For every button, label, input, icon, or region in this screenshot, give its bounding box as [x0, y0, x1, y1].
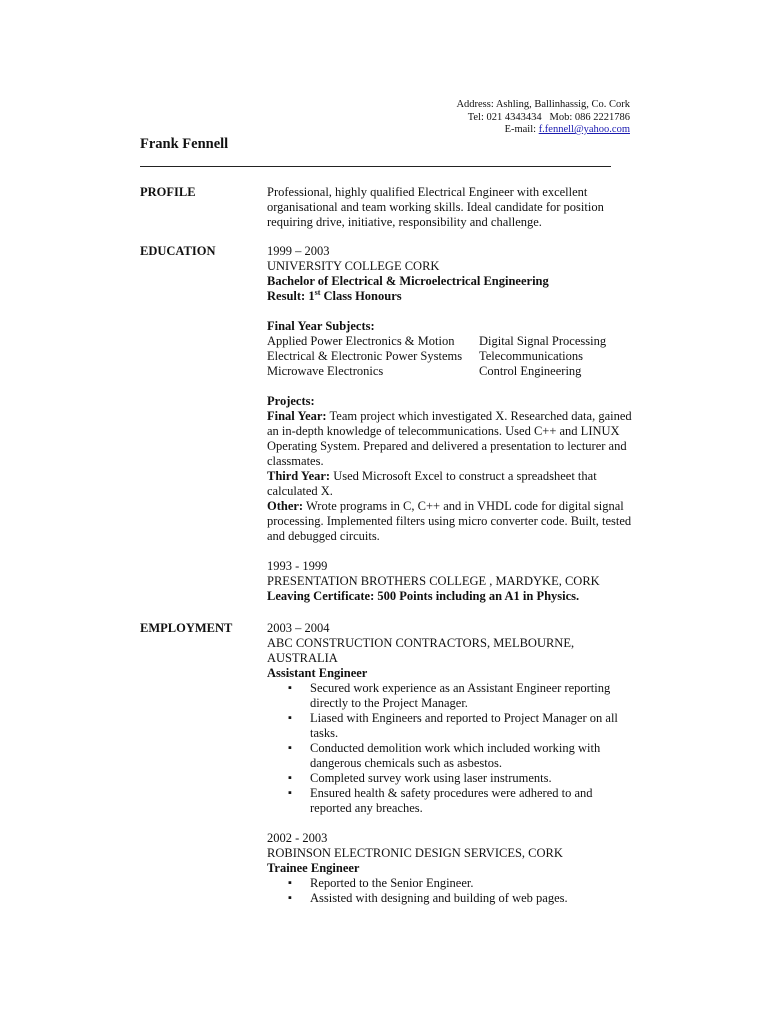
- subject-item: Telecommunications: [479, 349, 583, 363]
- education-heading: EDUCATION: [140, 244, 216, 258]
- duty-item: ▪ Secured work experience as an Assistant Engineer reporting directly to the Project Manager.: [310, 681, 637, 711]
- project-text: Used Microsoft Excel to construct a spreadsheet that calculated X.: [267, 469, 597, 498]
- school-cert: Leaving Certificate: 500 Points including an A1 in Physics.: [267, 589, 580, 603]
- project-label: Final Year:: [267, 409, 327, 423]
- job-duties-list: [267, 681, 637, 816]
- phone-line: Tel: 021 4343434 Mob: 086 2221786: [467, 111, 630, 123]
- header-divider: [140, 166, 611, 167]
- profile-text: Professional, highly qualified Electrical Engineer with excellent organisational and team working skills. Ideal candidate for position requiring drive, initiative, responsibility and challenge.: [267, 185, 604, 229]
- duty-item: ▪ Assisted with designing and building of web pages.: [310, 891, 637, 906]
- job-title: Trainee Engineer: [267, 861, 360, 875]
- uni-years: 1999 – 2003: [267, 244, 330, 258]
- job-years: 2003 – 2004: [267, 621, 330, 635]
- candidate-name: Frank Fennell: [140, 136, 229, 152]
- job-duties-list: [267, 876, 637, 906]
- employment-heading: EMPLOYMENT: [140, 621, 233, 635]
- subject-item: Digital Signal Processing: [479, 334, 607, 348]
- duty-item: ▪ Ensured health & safety procedures were adhered to and reported any breaches.: [310, 786, 637, 816]
- result-suffix: Class Honours: [320, 289, 402, 303]
- project-text: Wrote programs in C, C++ and in VHDL code for digital signal processing. Implemented filters using micro converter code. Built, tested and debugged circuits.: [267, 499, 632, 543]
- email-label: E-mail:: [504, 124, 539, 135]
- profile-heading: PROFILE: [140, 185, 196, 199]
- project-label: Third Year:: [267, 469, 331, 483]
- job-company: ROBINSON ELECTRONIC DESIGN SERVICES, CORK: [267, 846, 563, 860]
- subject-item: Applied Power Electronics & Motion: [267, 334, 455, 348]
- profile-section: [267, 185, 637, 230]
- projects-heading: Projects:: [267, 394, 315, 408]
- address-line: Address: Ashling, Ballinhassig, Co. Cork: [456, 99, 630, 110]
- job-years: 2002 - 2003: [267, 831, 328, 845]
- project-text: Team project which investigated X. Researched data, gained an in-depth knowledge of telecommunications. Used C++ and LINUX Operating System. Prepared and delivered a presentation to lecturer and classmates.: [267, 409, 632, 468]
- school-years: 1993 - 1999: [267, 559, 328, 573]
- duty-item: ▪ Completed survey work using laser instruments.: [310, 771, 637, 786]
- email-link[interactable]: f.fennell@yahoo.com: [538, 124, 630, 135]
- project-label: Other:: [267, 499, 304, 513]
- uni-name: UNIVERSITY COLLEGE CORK: [267, 259, 440, 273]
- duty-item: ▪ Liased with Engineers and reported to Project Manager on all tasks.: [310, 711, 637, 741]
- job-company: ABC CONSTRUCTION CONTRACTORS, MELBOURNE, AUSTRALIA: [267, 636, 575, 665]
- job-title: Assistant Engineer: [267, 666, 368, 680]
- education-section: [267, 244, 637, 604]
- uni-degree: Bachelor of Electrical & Microelectrical Engineering: [267, 274, 549, 288]
- subject-item: Control Engineering: [479, 364, 582, 378]
- email-line: [456, 124, 630, 137]
- duty-item: ▪ Reported to the Senior Engineer.: [310, 876, 637, 891]
- project-item: [267, 499, 637, 544]
- subject-item: Microwave Electronics: [267, 364, 384, 378]
- subjects-heading: Final Year Subjects:: [267, 319, 375, 333]
- subjects-grid: [267, 334, 637, 379]
- duty-item: ▪ Conducted demolition work which included working with dangerous chemicals such as asbestos.: [310, 741, 637, 771]
- project-item: [267, 469, 637, 499]
- contact-block: [456, 99, 630, 137]
- result-sup: st: [314, 287, 321, 297]
- result-prefix: Result: 1: [267, 289, 315, 303]
- employment-section: [267, 621, 637, 906]
- school-name: PRESENTATION BROTHERS COLLEGE , MARDYKE, CORK: [267, 574, 600, 588]
- uni-result: [267, 289, 637, 304]
- subject-item: Electrical & Electronic Power Systems: [267, 349, 463, 363]
- project-item: [267, 409, 637, 469]
